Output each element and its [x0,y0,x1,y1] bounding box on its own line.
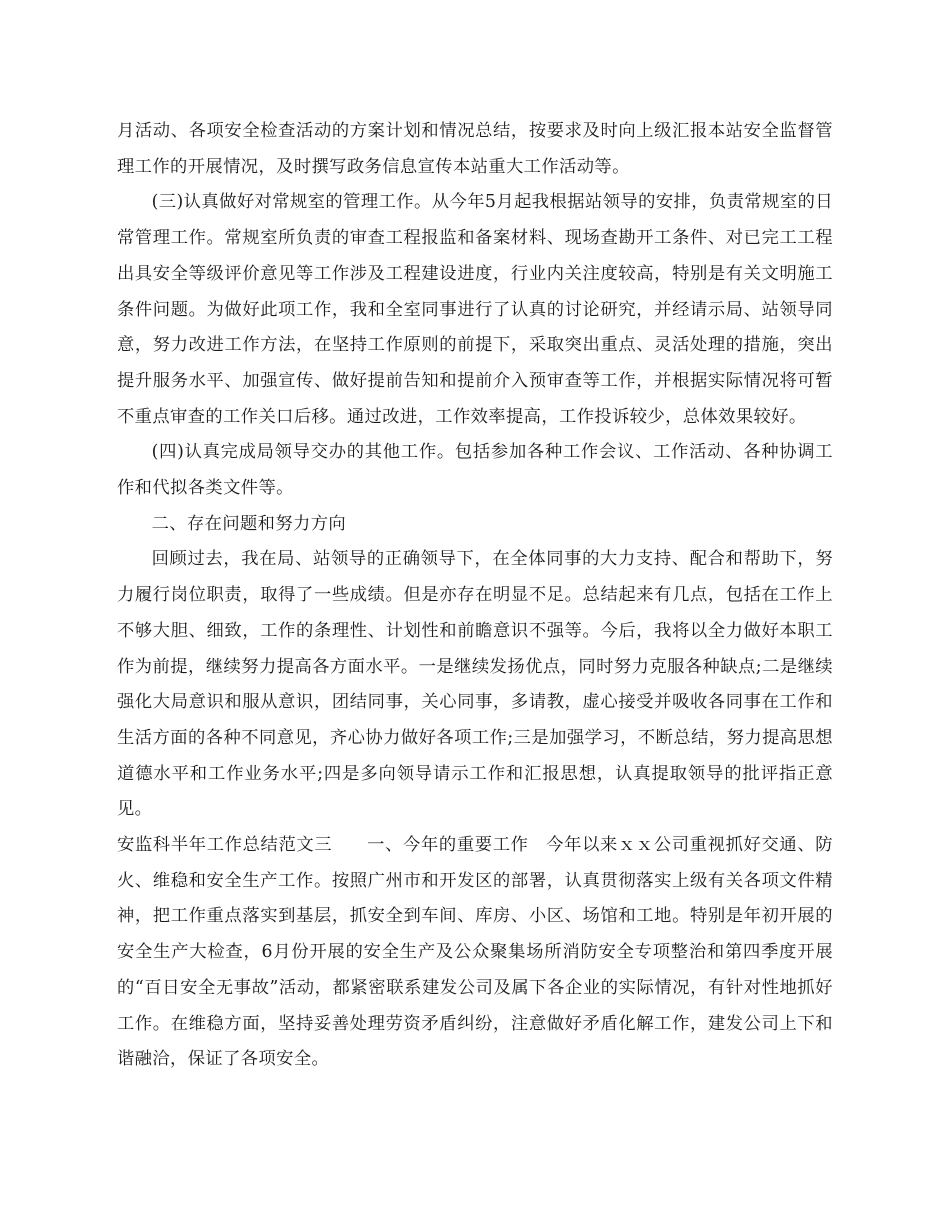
heading-problems-directions: 二、存在问题和努力方向 [151,513,347,534]
section-three [117,828,833,1078]
paragraph-review: 回顾过去，我在局、站领导的正确领导下，在全体同事的大力支持、配合和帮助下，努力履行岗位职责，取得了一些成绩。但是亦存在明显不足。总结起来有几点，包括在工作上不够大胆、细致，工作的条理性、计划性和前瞻意识不强等。今后，我将以全力做好本职工作为前提，继续努力提高各方面水平。一是继续发扬优点，同时努力克服各种缺点;二是继续强化大局意识和服从意识，团结同事，关心同事，多请教，虚心接受并吸收各同事在工作和生活方面的各种不同意见，齐心协力做好各项工作;三是加强学习，不断总结，努力提高思想道德水平和工作业务水平;四是多向领导请示工作和汇报思想，认真提取领导的批评指正意见。 [117,549,833,820]
paragraph-regular-office: (三)认真做好对常规室的管理工作。从今年5月起我根据站领导的安排，负责常规室的日常管理工作。常规室所负责的审查工程报监和备案材料、现场查勘开工条件、对已完工工程出具安全等级评价意见等工作涉及工程建设进度，行业内关注度较高，特别是有关文明施工条件问题。为做好此项工作，我和全室同事进行了认真的讨论研究，并经请示局、站领导同意，努力改进工作方法，在坚持工作原则的前提下，采取突出重点、灵活处理的措施，突出提升服务水平、加强宣传、做好提前告知和提前介入预审查等工作，并根据实际情况将可暂不重点审查的工作关口后移。通过改进，工作效率提高，工作投诉较少，总体效果较好。 [117,192,833,427]
paragraph-other-tasks: (四)认真完成局领导交办的其他工作。包括参加各种工作会议、工作活动、各种协调工作和代拟各类文件等。 [117,442,833,499]
section-title: 安监科半年工作总结范文三 [117,835,333,856]
section-heading: 一、今年的重要工作 [366,835,529,856]
paragraph-continuation: 月活动、各项安全检查活动的方案计划和情况总结，按要求及时向上级汇报本站安全监督管理工作的开展情况，及时撰写政务信息宣传本站重大工作活动等。 [117,121,833,177]
document-body [117,114,833,1078]
section-body: 今年以来ｘｘ公司重视抓好交通、防火、维稳和安全生产工作。按照广州市和开发区的部署，认真贯彻落实上级有关各项文件精神，把工作重点落实到基层，抓安全到车间、库房、小区、场馆和工地。特别是年初开展的安全生产大检查，6月份开展的安全生产及公众聚集场所消防安全专项整治和第四季度开展的“百日安全无事故”活动，都紧密联系建发公司及属下各企业的实际情况，有针对性地抓好工作。在维稳方面，坚持妥善处理劳资矛盾纠纷，注意做好矛盾化解工作，建发公司上下和谐融洽，保证了各项安全。 [117,835,833,1070]
